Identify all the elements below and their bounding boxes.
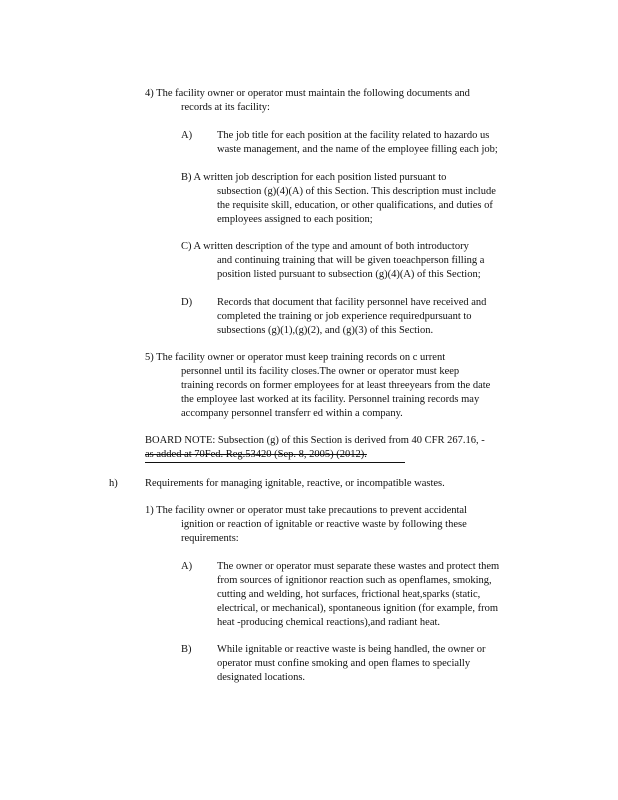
- section-h-label: h): [109, 478, 118, 489]
- paragraph-line: subsection (g)(4)(A) of this Section. This description must include: [217, 186, 496, 197]
- item-h1: [145, 504, 467, 546]
- paragraph-line: B) A written job description for each position listed pursuant to: [181, 172, 447, 183]
- paragraph-line: C) A written description of the type and amount of both introductory: [181, 241, 469, 252]
- paragraph-line: training records on former employees for at least threeyears from the date: [181, 380, 491, 391]
- item-4b-text: [181, 171, 496, 227]
- item-h1b-text: [217, 643, 486, 685]
- paragraph-line: heat -producing chemical reactions),and radiant heat.: [217, 617, 441, 628]
- paragraph-line: While ignitable or reactive waste is being handled, the owner or: [217, 644, 486, 655]
- board-note-underline: [145, 462, 405, 463]
- paragraph-line: waste management, and the name of the employee filling each job;: [217, 144, 498, 155]
- board-note-amended-line: as added at 70Fed. Reg.53420 (Sep. 8, 2005) (2012).: [145, 449, 367, 460]
- section-h-title: Requirements for managing ignitable, reactive, or incompatible wastes.: [145, 478, 445, 489]
- paragraph-line: electrical, or mechanical), spontaneous ignition (for example, from: [217, 603, 499, 614]
- paragraph-line: cutting and welding, hot surfaces, frictional heat,sparks (static,: [217, 589, 481, 600]
- paragraph-line: the requisite skill, education, or other qualifications, and duties of: [217, 200, 493, 211]
- item-4: [145, 87, 470, 115]
- paragraph-line: completed the training or job experience requiredpursuant to: [217, 311, 472, 322]
- paragraph-line: 1) The facility owner or operator must take precautions to prevent accidental: [145, 505, 467, 516]
- item-4d-text: [217, 296, 486, 338]
- item-4d-label: D): [181, 297, 193, 308]
- item-4c-text: [181, 240, 484, 282]
- paragraph-line: personnel until its facility closes.The owner or operator must keep: [181, 366, 460, 377]
- paragraph-line: Records that document that facility personnel have received and: [217, 297, 487, 308]
- board-note: [145, 434, 485, 462]
- paragraph-line: designated locations.: [217, 672, 306, 683]
- paragraph-line: accompany personnel transferr ed within a company.: [181, 408, 403, 419]
- paragraph-line: subsections (g)(1),(g)(2), and (g)(3) of this Section.: [217, 325, 434, 336]
- paragraph-line: employees assigned to each position;: [217, 214, 373, 225]
- item-5: [145, 351, 490, 421]
- paragraph-line: requirements:: [181, 533, 239, 544]
- board-note-line: BOARD NOTE: Subsection (g) of this Section is derived from 40 CFR 267.16, -: [145, 435, 485, 446]
- paragraph-line: from sources of ignitionor reaction such as openflames, smoking,: [217, 575, 492, 586]
- item-h1b-label: B): [181, 644, 192, 655]
- paragraph-line: The owner or operator must separate these wastes and protect them: [217, 561, 500, 572]
- paragraph-line: position listed pursuant to subsection (g)(4)(A) of this Section;: [217, 269, 481, 280]
- item-h1a-label: A): [181, 561, 193, 572]
- paragraph-line: the employee last worked at its facility. Personnel training records may: [181, 394, 480, 405]
- paragraph-line: operator must confine smoking and open flames to specially: [217, 658, 471, 669]
- paragraph-line: and continuing training that will be given toeachperson filling a: [217, 255, 485, 266]
- item-4a-label: A): [181, 130, 193, 141]
- paragraph-line: The job title for each position at the facility related to hazardo us: [217, 130, 490, 141]
- paragraph-line: 4) The facility owner or operator must maintain the following documents and: [145, 88, 470, 99]
- paragraph-line: 5) The facility owner or operator must keep training records on c urrent: [145, 352, 446, 363]
- item-h1a-text: [217, 560, 499, 630]
- item-4a-text: [217, 129, 498, 157]
- paragraph-line: records at its facility:: [181, 102, 270, 113]
- paragraph-line: ignition or reaction of ignitable or reactive waste by following these: [181, 519, 467, 530]
